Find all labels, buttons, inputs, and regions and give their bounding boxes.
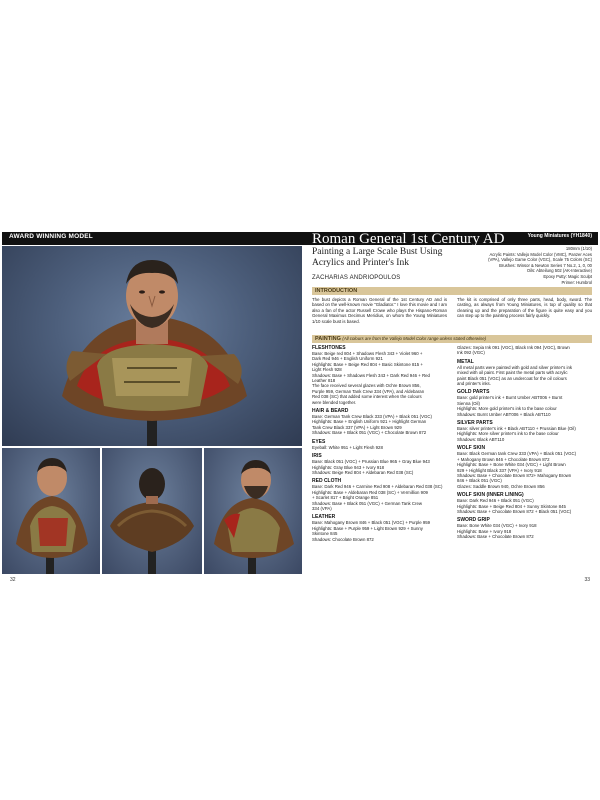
- recipe-line: Shadows: Base + Black 051 (VGC) + German Tank Crew: [312, 500, 423, 506]
- right-page: [302, 225, 598, 587]
- recipe-line: Base: Black German tank Crew 333 (VPA) + Black 051 (VGC): [457, 451, 577, 457]
- bust-main-photo: [2, 246, 302, 446]
- bust-side-illustration: [2, 448, 100, 574]
- painting-heading: PAINTING: [315, 336, 341, 342]
- recipe-block: [457, 359, 592, 387]
- recipe-line: Base: Black 051 (VGC) + Prussian Blue 965 + Gray Blue 943: [312, 459, 430, 465]
- recipe-line: Light Flesh 928: [312, 367, 342, 373]
- recipe-line: Highlights: Base + Aldebaran Red 038 (SC) + Vermillion 909: [312, 489, 428, 495]
- materials-line: Oils: Abteilung 502 (AK-Interactive): [526, 268, 592, 274]
- recipe-heading: WOLF SKIN (INNER LINING): [457, 492, 524, 499]
- bust-back-illustration: [102, 448, 202, 574]
- recipe-line: Base: Mahogany Brown 846 + Black 051 (VGC) + Purple 959: [312, 520, 431, 526]
- page-number-right: 33: [584, 577, 590, 583]
- recipe-line: Highlights: Gray Blue 943 + Ivory 918: [312, 464, 385, 470]
- recipe-block: [457, 389, 592, 417]
- recipe-line: Base: Beige red 804 + Shadows Flesh 343 + Violet 960 +: [312, 351, 423, 356]
- recipe-line: Base: Dark Red 946 + Black 051 (VGC): [457, 498, 534, 504]
- recipe-line: mixed with oil paint. First paint the metal parts with acrylic: [457, 370, 568, 376]
- recipe-line: All metal parts were painted with gold and silver printer's ink: [457, 364, 573, 370]
- recipe-line: Shadows: Base + Chocolate Brown 872+ Mahogany Brown: [457, 472, 572, 478]
- bust-back-photo: [102, 448, 202, 574]
- recipe-line: Highlights: Base + Ivory 918: [457, 528, 512, 534]
- recipe-line: Eyeball: White 951 + Light Flesh 928: [312, 444, 383, 450]
- recipe-line: Glazes: Saddle Brown 940, Ochre Brown 856: [457, 483, 545, 489]
- materials-line: (VPA), Vallejo Game Color (VGC), Scale 75 Colors (SC): [488, 257, 592, 263]
- recipe-line: Purple 959, German Tank Crew 334 (VPA), and Aldebaran: [312, 388, 425, 394]
- recipe-heading: FLESHTONES: [312, 345, 346, 351]
- recipe-line: Base: Dark Red 946 + Carmine Red 908 + Aldebaran Red 038 (SC): [312, 484, 443, 490]
- page-number-left: 32: [10, 577, 16, 583]
- recipe-block: [457, 345, 592, 356]
- painting-heading-bar: [312, 335, 592, 343]
- materials-list: [452, 246, 592, 285]
- recipe-heading: HAIR & BEARD: [312, 408, 349, 415]
- recipe-line: Shadows: Base + Shadows Flesh 343 + Dark Red 946 + Red: [312, 372, 430, 378]
- recipe-heading: METAL: [457, 358, 474, 365]
- bust-three-quarter-illustration: [204, 448, 302, 574]
- recipe-heading: SILVER PARTS: [457, 420, 493, 427]
- recipe-block: [312, 453, 447, 475]
- recipe-line: Shadows: Beige Red 804 + Aldebaran Red 038 (SC): [312, 469, 414, 475]
- bust-front-illustration: [2, 246, 302, 446]
- recipe-block: [457, 517, 592, 539]
- recipe-block: [312, 514, 447, 542]
- bust-side-photo: [2, 448, 100, 574]
- recipe-line: + Scarlet 817 + Bright Orange 851: [312, 495, 379, 501]
- painting-note: (All colours are from the Vallejo Model Color range unless stated otherwise): [342, 336, 487, 341]
- author-name: ZACHARIAS ANDRIOPOULOS: [312, 275, 401, 281]
- materials-line: Brushes: Winsor & Newton Series 7 No.2, 1, 0, 00: [499, 262, 592, 268]
- recipe-line: Shadows: Burnt Umber ABT006 + Black ABT110: [457, 411, 551, 417]
- materials-line: Epoxy Putty: Magic Sculpt: [543, 273, 592, 279]
- recipe-block: [457, 492, 592, 514]
- recipe-block: [312, 478, 447, 511]
- recipe-line: + Mahogany Brown 846 + Chocolate Brown 872: [457, 456, 550, 462]
- recipe-line: Sienna (Oil): [457, 400, 480, 406]
- recipe-column-left: [312, 345, 447, 545]
- recipe-line: paint Black 051 (VGC) as an undercoat for the oil colours: [457, 375, 567, 381]
- recipe-line: Ink 092 (VGC): [457, 350, 485, 356]
- recipe-block: [312, 408, 447, 436]
- recipe-line: 334 (VPA): [312, 505, 332, 511]
- introduction-text-right: The kit is comprised of only three parts, head, body, sword. The casting, as always from Young Miniatures, is top of quality so that cleaning up and the preparation of the figure is quite easy and you can step up to the painting process fairly quickly.: [457, 297, 592, 319]
- recipe-line: Highlights: Base + Purple 959 + Light Brown 929 + Sunny: [312, 525, 423, 531]
- recipe-line: Highlights: Base + Bone White 034 (VGC) + Light Brown: [457, 462, 566, 468]
- recipe-heading: EYES: [312, 438, 326, 445]
- recipe-block: [312, 345, 447, 405]
- materials-line: 180mm (1/10): [565, 246, 592, 251]
- recipe-block: [457, 445, 592, 489]
- left-page: [2, 225, 302, 587]
- recipe-line: 929 + Highlight Black 337 (VPA) + Ivory 918: [457, 467, 542, 473]
- recipe-line: Base: gold printer's ink + Burnt Umber ABT006 + Burnt: [457, 395, 563, 401]
- recipe-line: Highlights: More gold printer's ink to the base colour: [457, 406, 557, 412]
- materials-line: Primer: Humbrol: [561, 279, 592, 285]
- recipe-line: were blended together.: [312, 399, 357, 405]
- recipe-line: Skintone 845: [312, 531, 338, 537]
- recipe-line: Shadows: Base + Chocolate Brown 872 + Black 051 (VGC): [457, 508, 572, 514]
- recipe-line: Highlights: Base + Beige Red 804 + Basic Skintone 815 +: [312, 361, 423, 367]
- award-header-bar: [2, 232, 302, 245]
- introduction-text-left: The bust depicts a Roman General of the 1st Century AD and is based on the well-known movie "Gladiator." I love this movie and I am also a fan of the actor Russell Crowe who plays the Hispano-Roman General Maximus Decimus Meridius, on whom the Young Miniatures 1/10 scale bust is based.: [312, 297, 447, 324]
- recipe-line: Shadows: Base + Black 051 (VGC) + Chocolate Brown 872: [312, 430, 427, 436]
- recipe-line: Base: Bone White 034 (VGC) + Ivory 918: [457, 523, 537, 529]
- kit-manufacturer: Young Miniatures (YH1840): [527, 233, 592, 239]
- recipe-column-right: [457, 345, 592, 543]
- recipe-heading: WOLF SKIN: [457, 445, 486, 452]
- recipe-line: 846 + Black 051 (VGC): [457, 478, 502, 484]
- recipe-heading: SWORD GRIP: [457, 517, 490, 524]
- materials-line: Acrylic Paints: Vallejo Model Color (VMC), Panzer Aces: [489, 251, 592, 257]
- recipe-line: The face received several glazes with Ochre Brown 856,: [312, 383, 421, 389]
- introduction-heading-bar: [312, 287, 592, 295]
- introduction-heading: INTRODUCTION: [315, 288, 358, 294]
- recipe-line: Highlights: Base + Beige Red 804 + Sunny Skintone 845: [457, 503, 566, 509]
- recipe-line: Red 038 (SC) that added some interest when the colours: [312, 394, 422, 400]
- recipe-heading: IRIS: [312, 453, 322, 460]
- recipe-line: Base: silver printer's ink + Black ABT110 + Prussian Blue (Oil): [457, 426, 576, 432]
- recipe-heading: GOLD PARTS: [457, 389, 490, 396]
- bust-three-quarter-photo: [204, 448, 302, 574]
- article-subtitle: Painting a Large Scale Bust Using Acrylics and Printer's Ink: [312, 247, 443, 268]
- recipe-line: Shadows: Chocolate Brown 872: [312, 536, 374, 542]
- recipe-block: [457, 420, 592, 442]
- recipe-line: Base: German Tank Crew Black 333 (VPA) + Black 051 (VGC): [312, 414, 432, 420]
- recipe-block: [312, 439, 447, 450]
- recipe-line: Dark Red 946 + English Uniform 921: [312, 356, 383, 362]
- painting-heading-wrap: [315, 336, 486, 342]
- recipe-heading: LEATHER: [312, 514, 336, 521]
- magazine-spread: [2, 225, 598, 587]
- award-header-label: AWARD WINNING MODEL: [9, 233, 93, 240]
- recipe-line: Glazes: Sepia Ink 091 (VGC), Black Ink 094 (VGC), Brown: [457, 345, 570, 350]
- title-bar: [302, 232, 598, 245]
- recipe-line: Leather 818: [312, 378, 336, 384]
- recipe-line: Shadows: Black ABT110: [457, 436, 505, 442]
- recipe-heading: RED CLOTH: [312, 478, 342, 485]
- recipe-line: Shadows: Base + Chocolate Brown 872: [457, 534, 534, 540]
- article-title: Roman General 1st Century AD: [312, 231, 505, 247]
- recipe-line: and printer's inks.: [457, 381, 491, 387]
- recipe-line: Highlights: More silver printer's ink to the base colour: [457, 431, 559, 437]
- recipe-line: Tank Crew Black 337 (VPA) + Light Brown 929: [312, 424, 402, 430]
- recipe-line: Highlights: Base + English Uniform 921 + Highlight German: [312, 419, 427, 425]
